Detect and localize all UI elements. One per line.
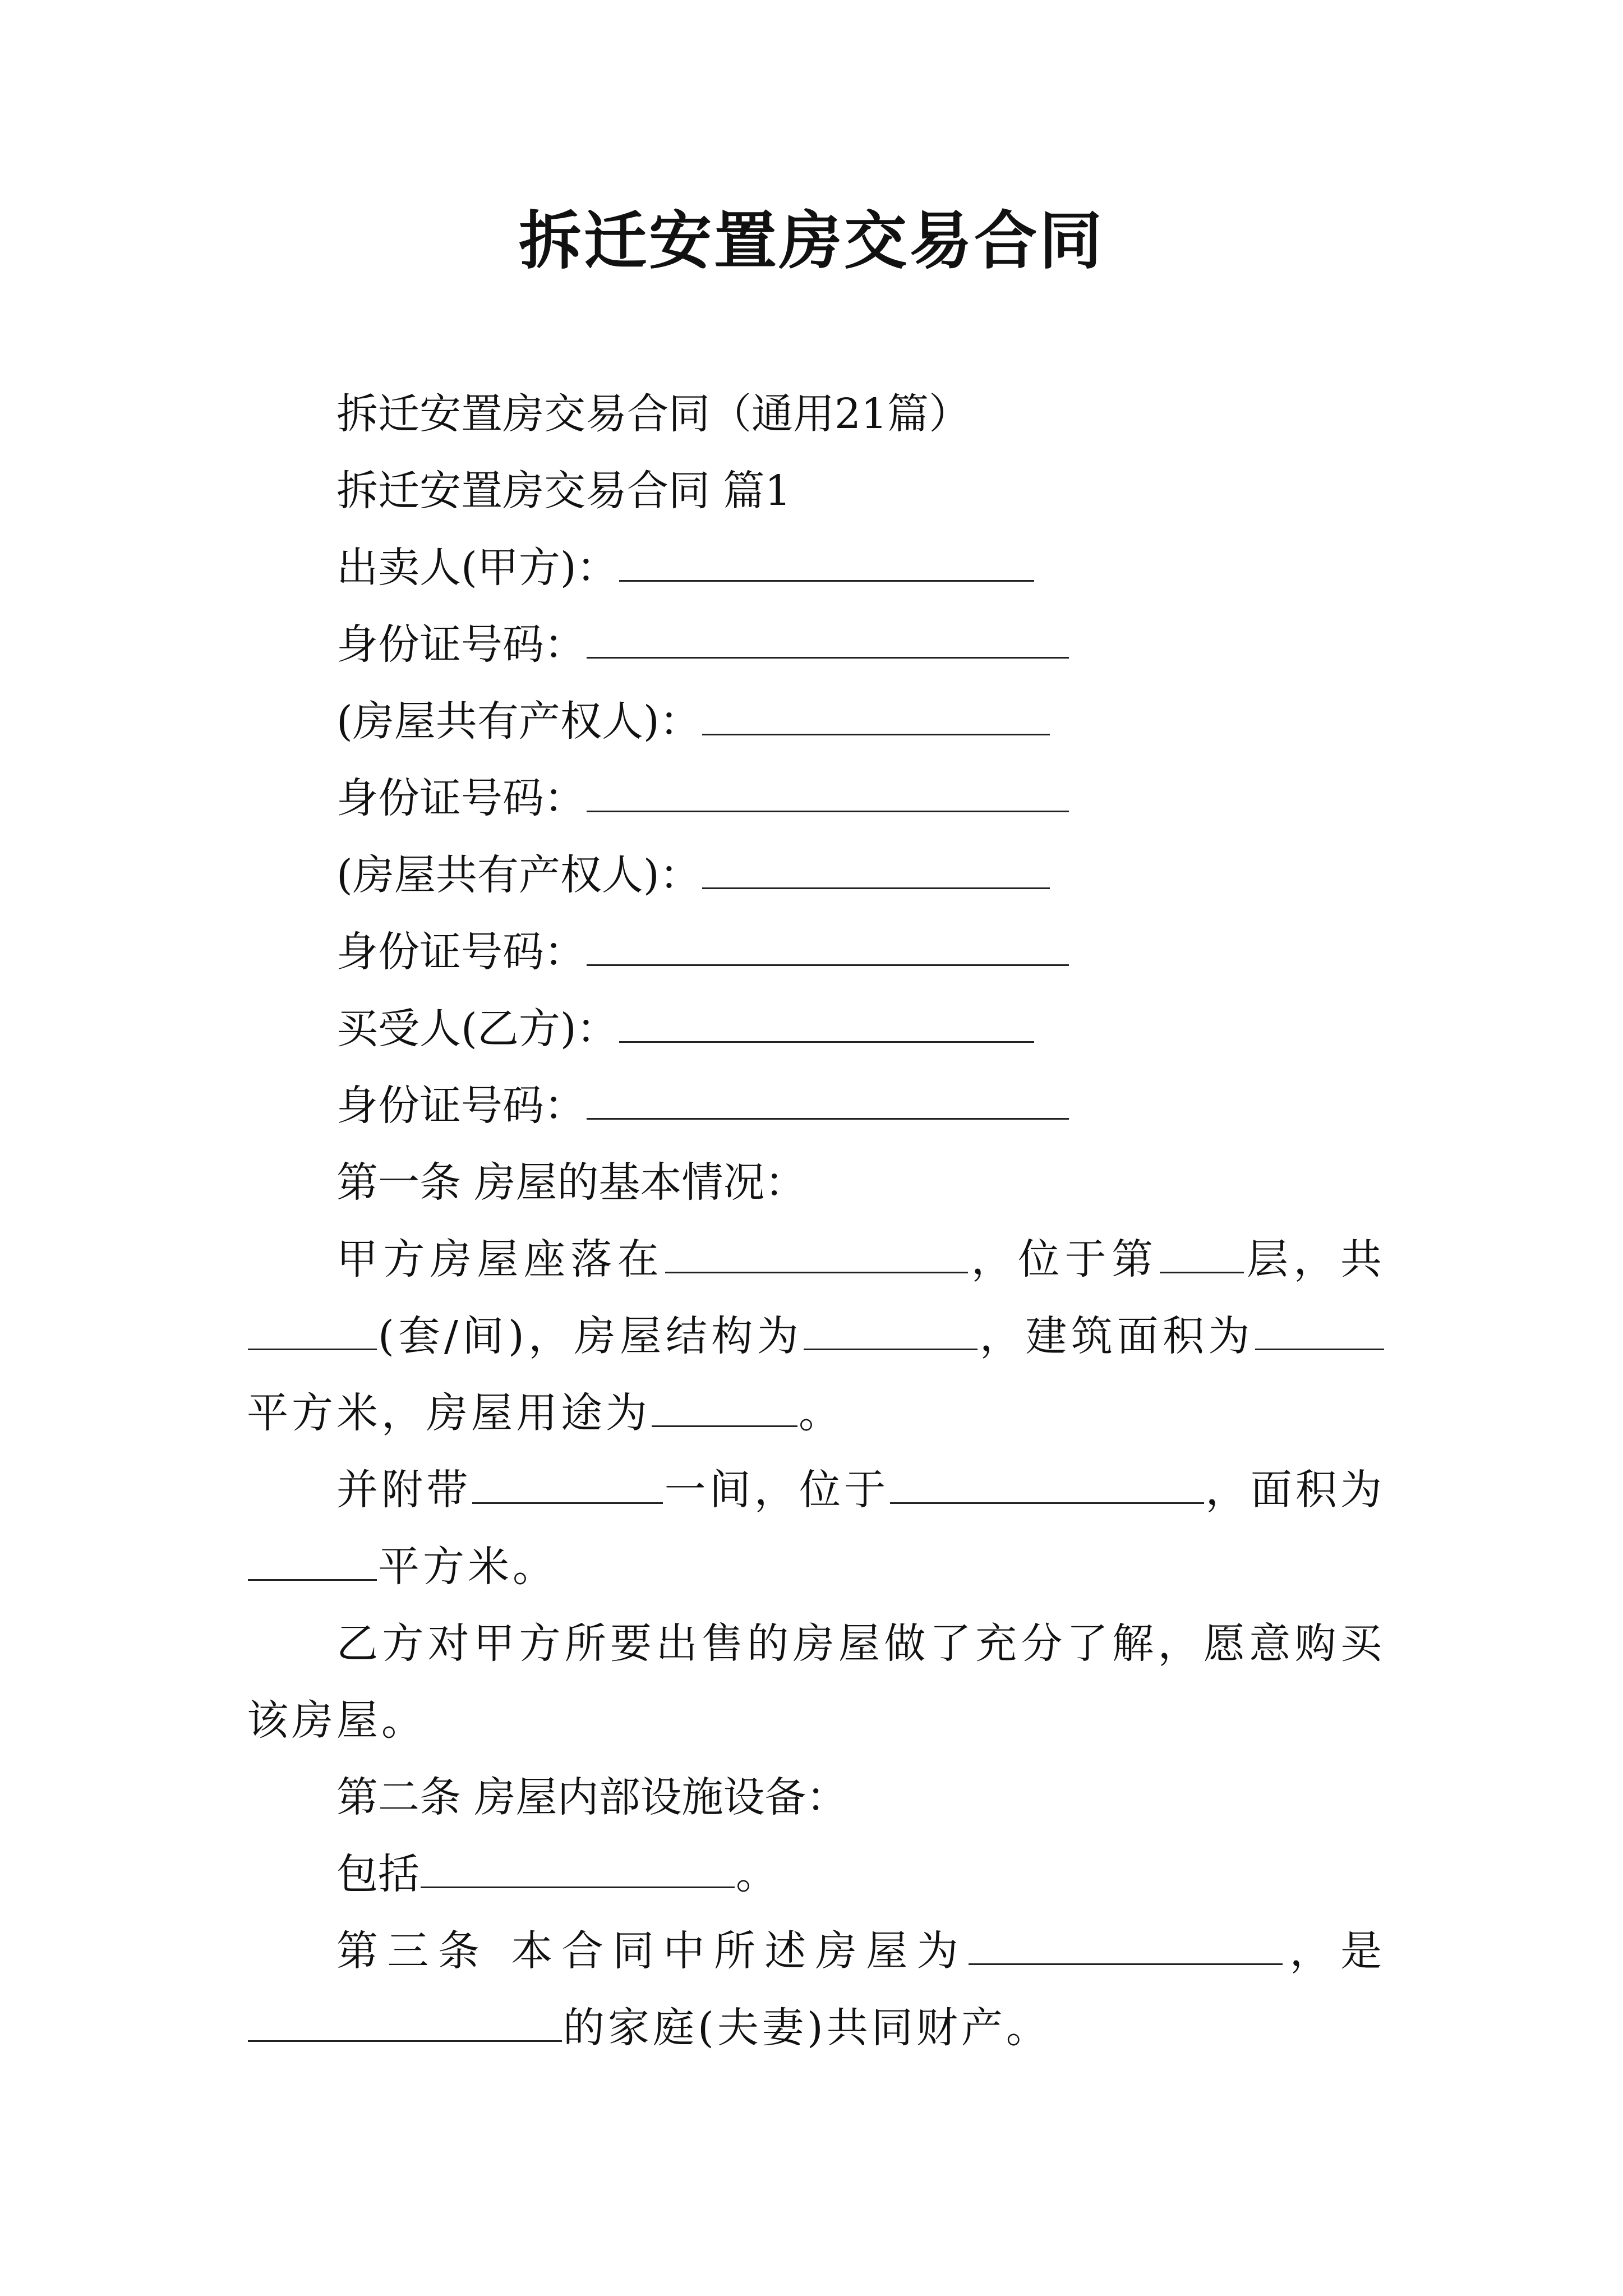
area-blank bbox=[1255, 1309, 1384, 1350]
family-blank bbox=[248, 2001, 562, 2042]
text-fragment: 的家庭(夫妻)共同财产。 bbox=[563, 2004, 1051, 2052]
location-blank bbox=[665, 1232, 968, 1273]
usage-blank bbox=[652, 1386, 797, 1427]
text-fragment: 甲方房屋座落在 bbox=[336, 1235, 665, 1283]
units-blank bbox=[248, 1309, 377, 1350]
co-owner-1-id-blank bbox=[587, 771, 1069, 812]
seller-label: 出卖人(甲方)： bbox=[336, 544, 618, 592]
text-fragment: 平方米，房屋用途为 bbox=[247, 1389, 651, 1437]
text-fragment: 层，共 bbox=[1244, 1235, 1386, 1283]
buyer-id-blank bbox=[587, 1079, 1069, 1120]
buyer-blank bbox=[619, 1002, 1034, 1043]
seller-blank bbox=[619, 541, 1034, 582]
text-fragment: 一间，位于 bbox=[664, 1466, 889, 1514]
attachment-location-blank bbox=[890, 1463, 1204, 1504]
buyer-line bbox=[247, 991, 1385, 1068]
chapter-heading: 拆迁安置房交易合同 篇1 bbox=[336, 467, 791, 515]
text-fragment: 第三条 本合同中所述房屋为 bbox=[336, 1927, 968, 1975]
buyer-id-label: 身份证号码： bbox=[336, 1082, 585, 1130]
article-1-paragraph-2 bbox=[247, 1452, 1385, 1605]
property-type-blank bbox=[969, 1924, 1283, 1965]
co-owner-2-blank bbox=[702, 848, 1050, 889]
text-fragment: ，面积为 bbox=[1205, 1466, 1386, 1514]
article-1-paragraph-3: 乙方对甲方所要出售的房屋做了充分了解，愿意购买该房屋。 bbox=[247, 1619, 1385, 1745]
document-subtitle: 拆迁安置房交易合同（通用21篇） bbox=[336, 390, 971, 438]
article-1-paragraph-1 bbox=[247, 1221, 1385, 1452]
seller-id-blank bbox=[587, 618, 1069, 659]
attachment-area-blank bbox=[248, 1540, 377, 1581]
co-owner-1-id-line bbox=[247, 760, 1385, 837]
co-owner-2-label: (房屋共有产权人)： bbox=[336, 851, 701, 899]
seller-id-line bbox=[247, 606, 1385, 683]
co-owner-1-label: (房屋共有产权人)： bbox=[336, 697, 701, 746]
text-fragment: 平方米。 bbox=[378, 1543, 557, 1591]
text-fragment: ，是 bbox=[1284, 1927, 1386, 1975]
article-1-heading: 第一条 房屋的基本情况： bbox=[336, 1158, 806, 1207]
attachment-blank bbox=[472, 1463, 663, 1504]
document-body bbox=[247, 376, 1385, 2067]
buyer-label: 买受人(乙方)： bbox=[336, 1005, 618, 1053]
seller-id-label: 身份证号码： bbox=[336, 620, 585, 669]
co-owner-2-id-label: 身份证号码： bbox=[336, 928, 585, 976]
article-3-paragraph bbox=[247, 1913, 1385, 2067]
document-title: 拆迁安置房交易合同 bbox=[519, 204, 1104, 278]
co-owner-1-blank bbox=[702, 694, 1050, 735]
structure-blank bbox=[804, 1309, 978, 1350]
co-owner-2-id-line bbox=[247, 914, 1385, 991]
article-2-heading: 第二条 房屋内部设施设备： bbox=[336, 1773, 848, 1821]
text-fragment: 包括 bbox=[336, 1850, 419, 1898]
co-owner-1-id-label: 身份证号码： bbox=[336, 774, 585, 822]
article-2-paragraph-1 bbox=[247, 1836, 1385, 1913]
buyer-id-line bbox=[247, 1068, 1385, 1144]
floor-blank bbox=[1160, 1232, 1244, 1273]
text-fragment: ，建筑面积为 bbox=[979, 1312, 1255, 1360]
text-fragment: 并附带 bbox=[336, 1466, 472, 1514]
text-fragment: (套/间)，房屋结构为 bbox=[378, 1312, 803, 1360]
seller-line bbox=[247, 530, 1385, 606]
text-fragment: ，位于第 bbox=[969, 1235, 1159, 1283]
text-fragment: 。 bbox=[799, 1389, 843, 1437]
facilities-blank bbox=[421, 1847, 735, 1888]
text-fragment: 。 bbox=[736, 1850, 777, 1898]
co-owner-1-line bbox=[247, 683, 1385, 760]
co-owner-2-line bbox=[247, 837, 1385, 914]
co-owner-2-id-blank bbox=[587, 925, 1069, 966]
